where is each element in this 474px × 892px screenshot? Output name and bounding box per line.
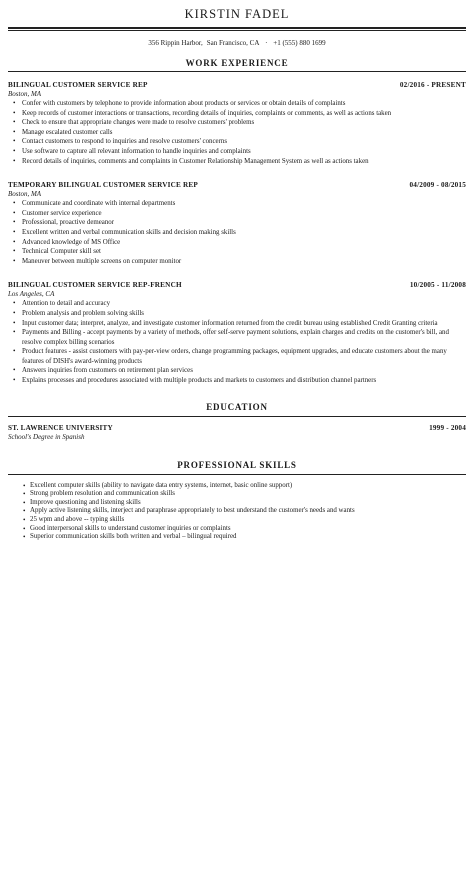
skill-item: • Improve questioning and listening skills [8, 499, 466, 508]
job-bullet: • Explains processes and procedures associated with multiple products and markets to customers and distribution channel partners [8, 376, 466, 386]
job-bullet: • Professional, proactive demeanor [8, 218, 466, 228]
job-entry [8, 280, 466, 385]
contact-separator: · [265, 39, 268, 47]
job-dates: 04/2009 - 08/2015 [409, 181, 466, 190]
section-rule-education [8, 416, 466, 417]
job-bullet: • Problem analysis and problem solving skills [8, 309, 466, 319]
job-bullet: • Input customer data; interpret, analyze, and investigate customer information returned from the credit bureau using established Credit Granting criteria [8, 319, 466, 329]
job-bullet: • Customer service experience [8, 209, 466, 219]
skill-item: • 25 wpm and above -- typing skills [8, 516, 466, 525]
job-title: BILINGUAL CUSTOMER SERVICE REP-FRENCH [8, 281, 182, 290]
job-bullet: • Manage escalated customer calls [8, 128, 466, 138]
job-bullet: • Record details of inquiries, comments and complaints in Customer Relationship Management System as well as actions taken [8, 157, 466, 167]
job-entry [8, 80, 466, 166]
education-entry [8, 423, 466, 442]
section-rule-work [8, 71, 466, 72]
header-rule-thick [8, 27, 466, 29]
phone-number: +1 (555) 880 1699 [273, 39, 326, 47]
address-city: San Francisco, CA [206, 39, 260, 47]
job-entry [8, 180, 466, 266]
job-bullets [8, 99, 466, 166]
section-title-education: EDUCATION [206, 401, 268, 412]
skill-item: • Apply active listening skills, interject and paraphrase appropriately to best understand the customer's needs and wants [8, 507, 466, 516]
job-header [8, 80, 466, 90]
section-title-skills: PROFESSIONAL SKILLS [177, 459, 297, 470]
header-rule-thin [8, 30, 466, 31]
section-title-work: WORK EXPERIENCE [185, 58, 289, 68]
job-bullet: • Maneuver between multiple screens on computer monitor [8, 257, 466, 267]
job-bullet: • Payments and Billing - accept payments by a variety of methods, offer self-serve payment solutions, explain charges and credits on the customer's bill, and resolve complex billing scenarios [8, 328, 466, 347]
skill-item: • Strong problem resolution and communication skills [8, 490, 466, 499]
address-street: 356 Rippin Harbor, [148, 39, 203, 47]
contact-line [8, 38, 466, 48]
resume-page [8, 0, 466, 542]
job-bullet: • Technical Computer skill set [8, 247, 466, 257]
skills-list [8, 482, 466, 542]
degree: School's Degree in Spanish [8, 432, 85, 441]
job-bullets [8, 299, 466, 385]
job-bullets [8, 199, 466, 266]
skill-item: • Good interpersonal skills to understand customer inquiries or complaints [8, 525, 466, 534]
job-title: TEMPORARY BILINGUAL CUSTOMER SERVICE REP [8, 181, 199, 190]
job-dates: 02/2016 - PRESENT [399, 81, 466, 89]
job-bullet: • Communicate and coordinate with internal departments [8, 199, 466, 209]
job-bullet: • Check to ensure that appropriate changes were made to resolve customers' problems [8, 118, 466, 128]
candidate-name: KIRSTIN FADEL [184, 7, 290, 21]
school-name: ST. LAWRENCE UNIVERSITY [8, 423, 113, 432]
education-header [8, 423, 466, 433]
job-header [8, 180, 466, 190]
job-bullet: • Advanced knowledge of MS Office [8, 238, 466, 248]
job-bullet: • Confer with customers by telephone to provide information about products or services or obtain details of complaints [8, 99, 466, 109]
skill-item: • Excellent computer skills (ability to navigate data entry systems, internet, basic online support) [8, 482, 466, 491]
job-bullet: • Excellent written and verbal communication skills and decision making skills [8, 228, 466, 238]
job-location: Boston, MA [8, 190, 42, 199]
job-header [8, 280, 466, 290]
job-title: BILINGUAL CUSTOMER SERVICE REP [8, 81, 148, 89]
education-dates: 1999 - 2004 [429, 423, 466, 432]
job-bullet: • Product features - assist customers with pay-per-view orders, change programming packages, equipment upgrades, and educate customers about the many features of DISH's award-winning products [8, 347, 466, 366]
job-dates: 10/2005 - 11/2008 [409, 281, 466, 290]
job-bullet: • Attention to detail and accuracy [8, 299, 466, 309]
job-location: Boston, MA [8, 90, 42, 98]
job-bullet: • Use software to capture all relevant information to handle inquiries and complaints [8, 147, 466, 157]
job-bullet: • Contact customers to respond to inquiries and resolve customers' concerns [8, 137, 466, 147]
job-location: Los Angeles, CA [8, 290, 55, 299]
job-bullet: • Answers inquiries from customers on retirement plan services [8, 366, 466, 376]
job-bullet: • Keep records of customer interactions or transactions, recording details of inquiries, complaints or comments, as well as actions taken [8, 109, 466, 119]
skill-item: • Superior communication skills both written and verbal – bilingual required [8, 533, 466, 542]
section-rule-skills [8, 474, 466, 475]
